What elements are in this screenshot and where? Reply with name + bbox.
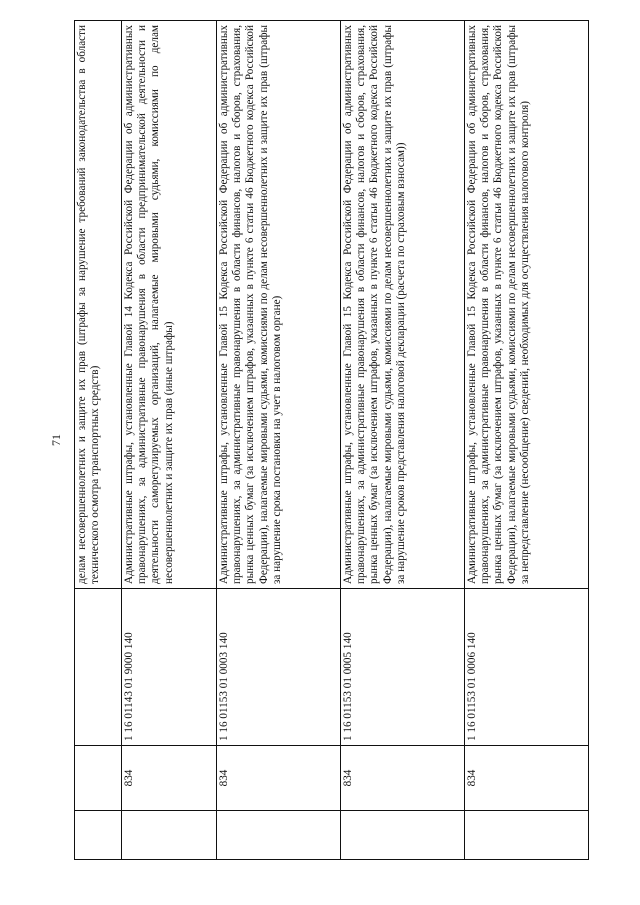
cell-empty	[341, 811, 465, 860]
table-row	[75, 21, 122, 860]
admin-code-cell: 834	[217, 746, 341, 811]
description-cell: Административные штрафы, установленные Главой 15 Кодекса Российской Федерации об административных правонарушениях, за административные правонарушения в области финансов, налогов и сборов, страхования, рынка ценных бумаг (за исключением штрафов, указанных в пункте 6 статьи 46 Бюджетного кодекса Российской Федерации), налагаемые мировыми судьями, комиссиями по делам несовершеннолетних и защите их прав (штрафы за непредставление (несообщение) сведений, необходимых для осуществления налогового контроля)	[465, 21, 589, 589]
cell-empty	[75, 811, 122, 860]
page-number: 71	[49, 434, 63, 446]
admin-code-cell: 834	[341, 746, 465, 811]
description-cell: Административные штрафы, установленные Главой 14 Кодекса Российской Федерации об административных правонарушениях, за административные правонарушения в области предпринимательской деятельности и деятельности саморегулируемых организаций, налагаемые мировыми судьями, комиссиями по делам несовершеннолетних и защите их прав (иные штрафы)	[122, 21, 217, 589]
table-row	[122, 21, 217, 860]
description-cell: делам несовершеннолетних и защите их прав (штрафы за нарушение требований законодательства в области технического осмотра транспортных средств)	[75, 21, 122, 589]
description-cell: Административные штрафы, установленные Главой 15 Кодекса Российской Федерации об административных правонарушениях, за административные правонарушения в области финансов, налогов и сборов, страхования, рынка ценных бумаг (за исключением штрафов, указанных в пункте 6 статьи 46 Бюджетного кодекса Российской Федерации), налагаемые мировыми судьями, комиссиями по делам несовершеннолетних и защите их прав (штрафы за нарушение сроков представления налоговой декларации (расчета по страховым взносам))	[341, 21, 465, 589]
admin-code-cell: 834	[465, 746, 589, 811]
budget-code-cell: 1 16 01153 01 0003 140	[217, 589, 341, 746]
budget-code-cell	[75, 589, 122, 746]
admin-code-cell	[75, 746, 122, 811]
budget-code-cell: 1 16 01153 01 0005 140	[341, 589, 465, 746]
budget-code-cell: 1 16 01153 01 0006 140	[465, 589, 589, 746]
cell-empty	[122, 811, 217, 860]
budget-code-cell: 1 16 01143 01 9000 140	[122, 589, 217, 746]
description-cell: Административные штрафы, установленные Главой 15 Кодекса Российской Федерации об административных правонарушениях, за административные правонарушения в области финансов, налогов и сборов, страхования, рынка ценных бумаг (за исключением штрафов, указанных в пункте 6 статьи 46 Бюджетного кодекса Российской Федерации), налагаемые мировыми судьями, комиссиями по делам несовершеннолетних и защите их прав (штрафы за нарушение срока постановки на учет в налоговом органе)	[217, 21, 341, 589]
table-row	[217, 21, 341, 860]
budget-codes-table	[74, 20, 589, 860]
table-row	[341, 21, 465, 860]
cell-empty	[465, 811, 589, 860]
cell-empty	[217, 811, 341, 860]
rotated-content	[49, 20, 618, 860]
admin-code-cell: 834	[122, 746, 217, 811]
table-row	[465, 21, 589, 860]
